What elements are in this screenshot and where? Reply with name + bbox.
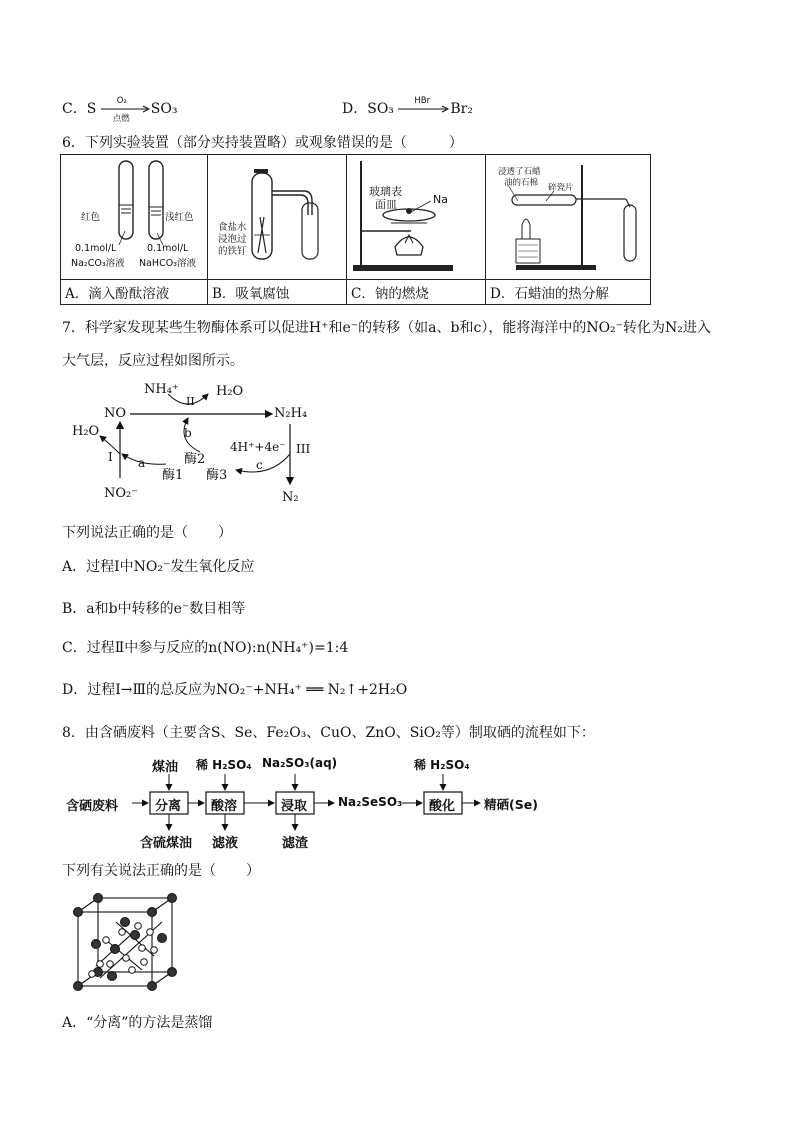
intermediate-label: Na₂SeSO₃ — [338, 795, 403, 809]
path-b-label: b — [184, 426, 192, 440]
label-salt-water: 食盐水 — [218, 222, 247, 233]
bracket-close: ） — [218, 525, 232, 541]
q7-stem-line1: 7．科学家发现某些生物酶体系可以促进H⁺和e⁻的转移（如a、b和c），能将海洋中的NO₂⁻转化为N₂进入 — [62, 320, 711, 336]
arrow-icon — [398, 102, 450, 116]
no-label: NO — [104, 406, 127, 421]
q8-stem: 8．由含硒废料（主要含S、Se、Fe₂O₃、CuO、ZnO、SiO₂等）制取硒的流程如下： — [62, 725, 595, 741]
product-label: 精硒(Se) — [484, 797, 538, 812]
experiment-table — [60, 154, 651, 305]
q7-option-a: A．过程Ⅰ中NO₂⁻发生氧化反应 — [62, 559, 255, 575]
cell-a-apparatus — [61, 155, 208, 280]
dilute-acid-input: 稀 H₂SO₄ — [196, 758, 252, 772]
sodium-sulfite-input: Na₂SO₃(aq) — [262, 756, 338, 770]
cell-c-apparatus — [347, 155, 486, 280]
q7-option-c: C．过程Ⅱ中参与反应的n(NO):n(NH₄⁺)=1:4 — [62, 640, 349, 656]
q7-prompt — [62, 522, 232, 542]
q8-prompt — [62, 860, 260, 880]
label-watch-glass-1: 玻璃表 — [369, 185, 402, 198]
q7-option-d: D．过程Ⅰ→Ⅲ的总反应为NO₂⁻+NH₄⁺ ══ N₂↑+2H₂O — [62, 682, 408, 698]
filtrate-output: 滤液 — [212, 836, 239, 851]
enzyme-1-label: 酶1 — [162, 468, 184, 483]
label-light-red: 浅红色 — [165, 212, 194, 223]
label-watch-glass-2: 面皿 — [375, 198, 397, 211]
bracket-close: ） — [448, 135, 463, 151]
q5-option-c — [62, 96, 178, 124]
acid-dissolve-box: 酸溶 — [211, 799, 238, 814]
dilute-acid-input-2: 稀 H₂SO₄ — [414, 758, 470, 772]
label-porcelain: 碎瓷片 — [548, 183, 574, 193]
corrosion-apparatus-icon — [208, 155, 346, 279]
solution-left: Na₂CO₃溶液 — [71, 258, 125, 269]
kerosene-input: 煤油 — [152, 760, 179, 775]
q7-stem-line2: 大气层，反应过程如图所示。 — [62, 353, 244, 369]
electron-label: 4H⁺+4e⁻ — [230, 440, 286, 454]
cell-c-caption: C．钠的燃烧 — [347, 280, 486, 305]
cell-d-caption: D．石蜡油的热分解 — [486, 280, 651, 305]
crystal-structure-image — [70, 892, 180, 996]
cell-b-apparatus — [208, 155, 347, 280]
question-text: 6．下列实验装置（部分夹持装置略）或观象错误的是（ — [62, 135, 407, 151]
step-i-label: I — [108, 450, 113, 464]
selenium-waste-label: 含硒废料 — [66, 799, 119, 814]
enzyme-2-label: 酶2 — [184, 452, 206, 467]
option-letter: C． — [62, 101, 87, 117]
sulfur-kerosene-output: 含硫煤油 — [140, 836, 193, 851]
reaction-arrow — [398, 96, 450, 116]
product: SO₃ — [150, 101, 178, 117]
bracket-close: ） — [246, 863, 260, 879]
cell-d-apparatus — [486, 155, 651, 280]
reactant: S — [86, 101, 97, 117]
path-a-label: a — [138, 456, 146, 470]
prompt-text: 下列说法正确的是（ — [62, 525, 188, 541]
q6-stem — [62, 132, 463, 152]
step-iii-label: III — [296, 442, 311, 456]
solution-right: NaHCO₃溶液 — [139, 258, 196, 269]
reaction-arrow — [101, 96, 151, 124]
water-left-label: H₂O — [72, 424, 100, 439]
selenium-flowchart — [66, 754, 538, 851]
label-soaked-asbestos-1: 浸透了石蜡 — [498, 167, 541, 177]
q5-option-d — [342, 98, 473, 118]
product: Br₂ — [450, 101, 473, 117]
nitrite-label: NO₂⁻ — [104, 486, 139, 501]
arrow-condition-bottom: 点燃 — [112, 114, 130, 124]
cell-a-caption: A．滴入酚酞溶液 — [61, 280, 208, 305]
nitrogen-cycle-diagram — [60, 374, 330, 514]
concentration-left: 0.1mol/L — [75, 243, 117, 254]
acidification-box: 酸化 — [429, 799, 456, 814]
arrow-condition-top: HBr — [414, 96, 431, 106]
water-top-label: H₂O — [216, 384, 244, 399]
nitrogen-label: N₂ — [282, 490, 299, 505]
hydrazine-label: N₂H₄ — [274, 406, 308, 421]
ammonium-label: NH₄⁺ — [144, 382, 179, 397]
prompt-text: 下列有关说法正确的是（ — [62, 863, 216, 879]
residue-output: 滤渣 — [282, 836, 309, 851]
path-c-label: c — [256, 458, 263, 472]
reactant: SO₃ — [367, 101, 394, 117]
concentration-right: 0.1mol/L — [147, 243, 189, 254]
enzyme-3-label: 酶3 — [206, 468, 228, 483]
step-ii-label: II — [186, 395, 195, 408]
label-soaked: 浸泡过 — [218, 234, 247, 245]
leaching-box: 浸取 — [281, 799, 308, 814]
sodium-burning-icon — [347, 155, 485, 279]
q7-option-b: B．a和b中转移的e⁻数目相等 — [62, 601, 246, 617]
option-letter: D． — [342, 101, 368, 117]
crystal-lattice-icon — [70, 892, 180, 996]
cell-b-caption: B．吸氧腐蚀 — [208, 280, 347, 305]
label-sodium: Na — [433, 193, 448, 206]
label-red: 红色 — [81, 212, 101, 223]
separation-box: 分离 — [155, 799, 182, 814]
q8-option-a: A．“分离”的方法是蒸馏 — [62, 1015, 213, 1031]
label-iron-nail: 的铁钉 — [218, 246, 247, 257]
label-soaked-asbestos-2: 油的石棉 — [504, 178, 539, 188]
arrow-condition-top: O₂ — [116, 96, 127, 106]
